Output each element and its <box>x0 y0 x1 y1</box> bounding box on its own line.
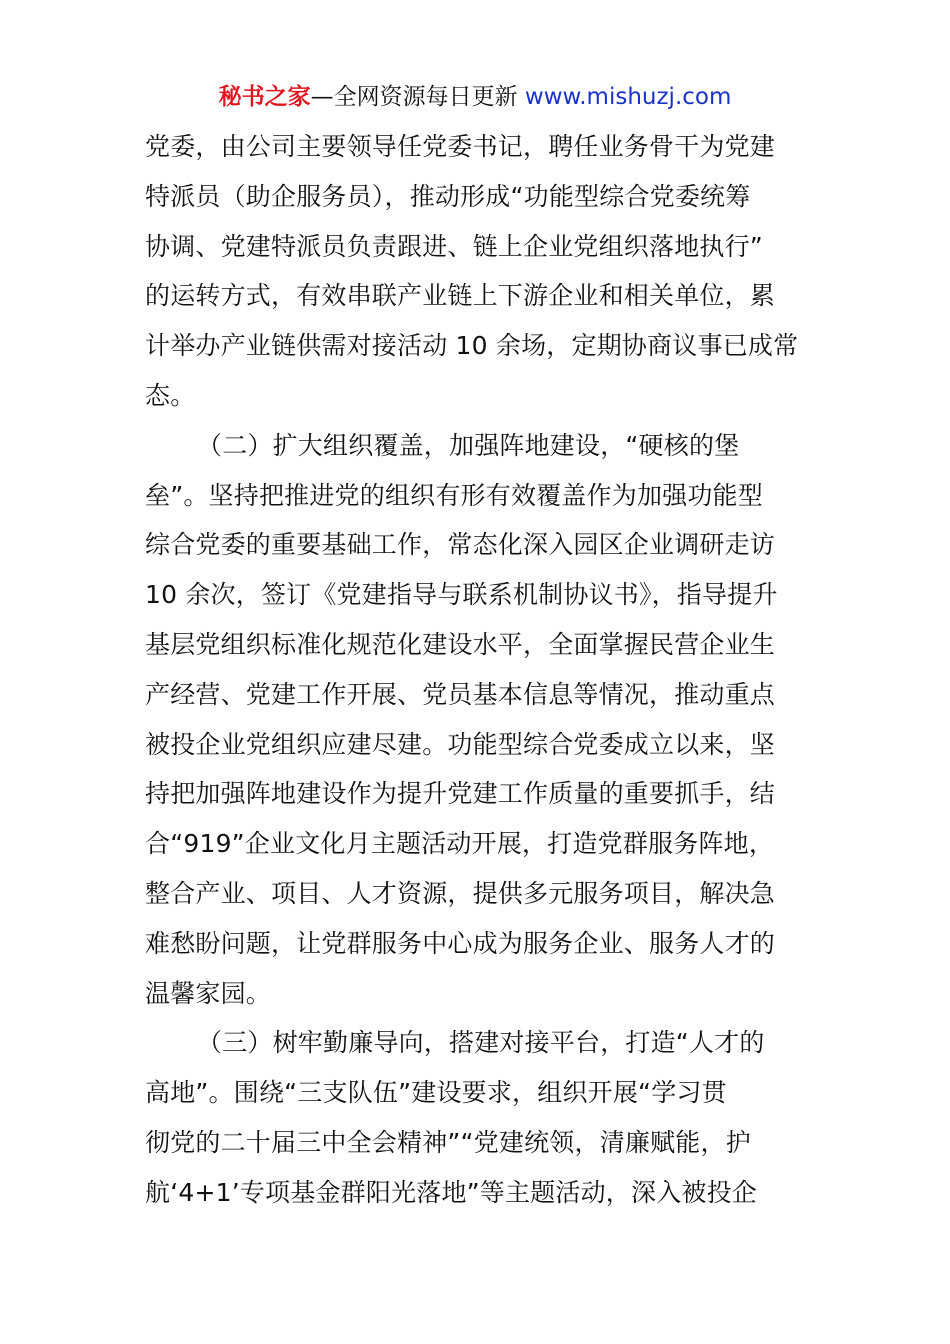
text-line: 的运转方式，有效串联产业链上下游企业和相关单位，累 <box>145 281 776 311</box>
text-line: （三）树牢勤廉导向，搭建对接平台，打造“人才的 <box>197 1028 765 1058</box>
text-line: 彻党的二十届三中全会精神”“党建统领，清廉赋能，护 <box>145 1127 751 1157</box>
text-line: 基层党组织标准化规范化建设水平，全面掌握民营企业生 <box>145 629 776 659</box>
text-line: 高地”。围绕“三支队伍”建设要求，组织开展“学习贯 <box>145 1078 727 1108</box>
text-line: 10 余次，签订《党建指导与联系机制协议书》，指导提升 <box>145 580 778 610</box>
text-line: 特派员（助企服务员），推动形成“功能型综合党委统筹 <box>145 181 751 211</box>
text-line: 产经营、党建工作开展、党员基本信息等情况，推动重点 <box>145 679 776 709</box>
site-tagline: —全网资源每日更新 <box>310 84 518 110</box>
text-line: 持把加强阵地建设作为提升党建工作质量的重要抓手，结 <box>145 779 776 809</box>
text-line: 合“919”企业文化月主题活动开展，打造党群服务阵地， <box>145 829 775 859</box>
text-line: 综合党委的重要基础工作，常态化深入园区企业调研走访 <box>145 530 776 560</box>
text-line: 航‘4+1’专项基金群阳光落地”等主题活动，深入被投企 <box>145 1177 758 1207</box>
site-brand: 秘书之家 <box>218 84 311 110</box>
text-line: （二）扩大组织覆盖，加强阵地建设，“硬核的堡 <box>197 430 740 460</box>
document-body <box>145 122 810 1218</box>
text-line: 党委，由公司主要领导任党委书记，聘任业务骨干为党建 <box>145 132 776 161</box>
text-line: 计举办产业链供需对接活动 10 余场，定期协商议事已成常 <box>145 331 799 361</box>
text-line: 被投企业党组织应建尽建。功能型综合党委成立以来，坚 <box>145 729 776 759</box>
site-header <box>0 80 950 114</box>
text-line: 温馨家园。 <box>145 978 272 1008</box>
text-line: 垒”。坚持把推进党的组织有形有效覆盖作为加强功能型 <box>145 480 763 510</box>
text-line: 难愁盼问题，让党群服务中心成为服务企业、服务人才的 <box>145 928 776 958</box>
text-line: 态。 <box>145 380 196 410</box>
text-line: 整合产业、项目、人才资源，提供多元服务项目，解决急 <box>145 878 776 908</box>
text-line: 协调、党建特派员负责跟进、链上企业党组织落地执行” <box>145 231 763 261</box>
site-url-link[interactable]: www.mishuzj.com <box>524 84 732 110</box>
